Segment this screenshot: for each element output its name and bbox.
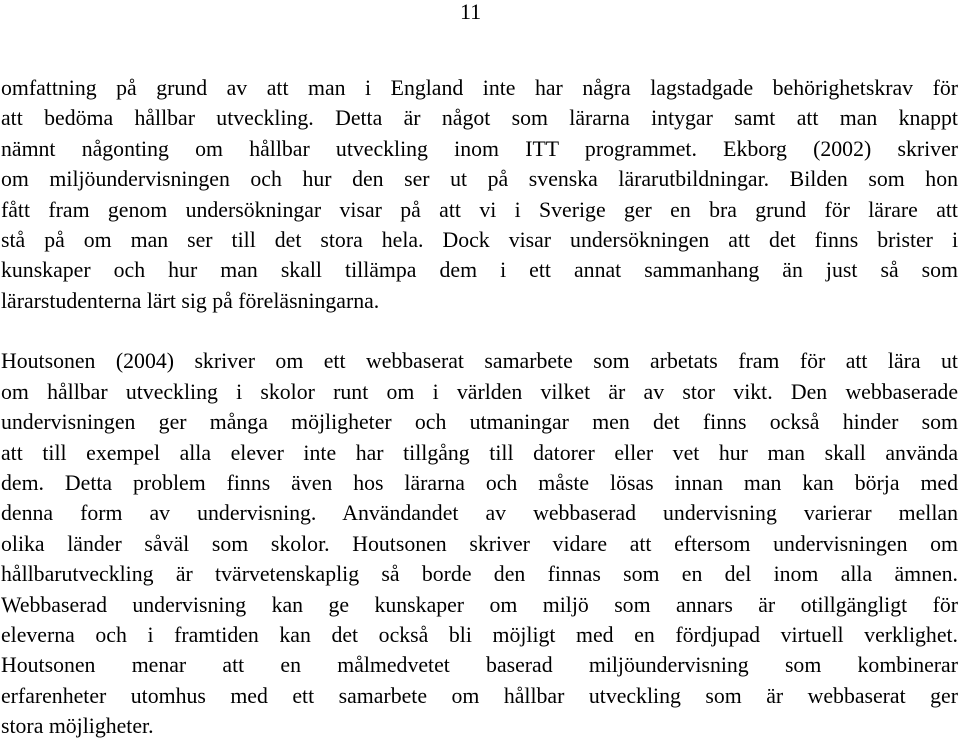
text-line: om hållbar utveckling i skolor runt om i världen vilket är av stor vikt. Den webbaserade	[1, 379, 958, 404]
text-line: Houtsonen menar att en målmedvetet baserad miljöundervisning som kombinerar	[1, 653, 958, 678]
paragraph-1	[1, 73, 958, 316]
text-line: erfarenheter utomhus med ett samarbete om hållbar utveckling som är webbaserat ger	[1, 683, 958, 708]
text-line: Webbaserad undervisning kan ge kunskaper om miljö som annars är otillgängligt för	[1, 592, 958, 617]
text-line: kunskaper och hur man skall tillämpa dem i ett annat sammanhang än just så som	[1, 258, 958, 283]
paragraph-2	[1, 346, 958, 741]
text-line: stå på om man ser till det stora hela. Dock visar undersökningen att det finns brister i	[1, 227, 958, 252]
text-line: olika länder såväl som skolor. Houtsonen skriver vidare att eftersom undervisningen om	[1, 531, 958, 556]
text-line: stora möjligheter.	[1, 714, 154, 739]
text-line: lärarstudenterna lärt sig på föreläsningarna.	[1, 288, 380, 313]
page-number: 11	[460, 0, 482, 24]
text-line: hållbarutveckling är tvärvetenskaplig så borde den finnas som en del inom alla ämnen.	[1, 562, 958, 587]
document-body	[1, 73, 958, 742]
paragraph-gap	[1, 316, 958, 346]
text-line: nämnt någonting om hållbar utveckling inom ITT programmet. Ekborg (2002) skriver	[1, 136, 958, 161]
text-line: denna form av undervisning. Användandet av webbaserad undervisning varierar mellan	[1, 501, 958, 526]
text-line: undervisningen ger många möjligheter och utmaningar men det finns också hinder som	[1, 410, 958, 435]
text-line: eleverna och i framtiden kan det också bli möjligt med en fördjupad virtuell verklighet.	[1, 622, 958, 647]
text-line: omfattning på grund av att man i England inte har några lagstadgade behörighetskrav för	[1, 76, 958, 100]
text-line: dem. Detta problem finns även hos lärarna och måste lösas innan man kan börja med	[1, 470, 958, 495]
text-line: om miljöundervisningen och hur den ser ut på svenska lärarutbildningar. Bilden som hon	[1, 167, 958, 192]
text-line: Houtsonen (2004) skriver om ett webbaserat samarbete som arbetats fram för att lära ut	[1, 349, 958, 374]
text-line: att bedöma hållbar utveckling. Detta är något som lärarna intygar samt att man knappt	[1, 106, 958, 131]
text-line: fått fram genom undersökningar visar på att vi i Sverige ger en bra grund för lärare att	[1, 197, 958, 222]
text-line: att till exempel alla elever inte har tillgång till datorer eller vet hur man skall använda	[1, 440, 958, 465]
